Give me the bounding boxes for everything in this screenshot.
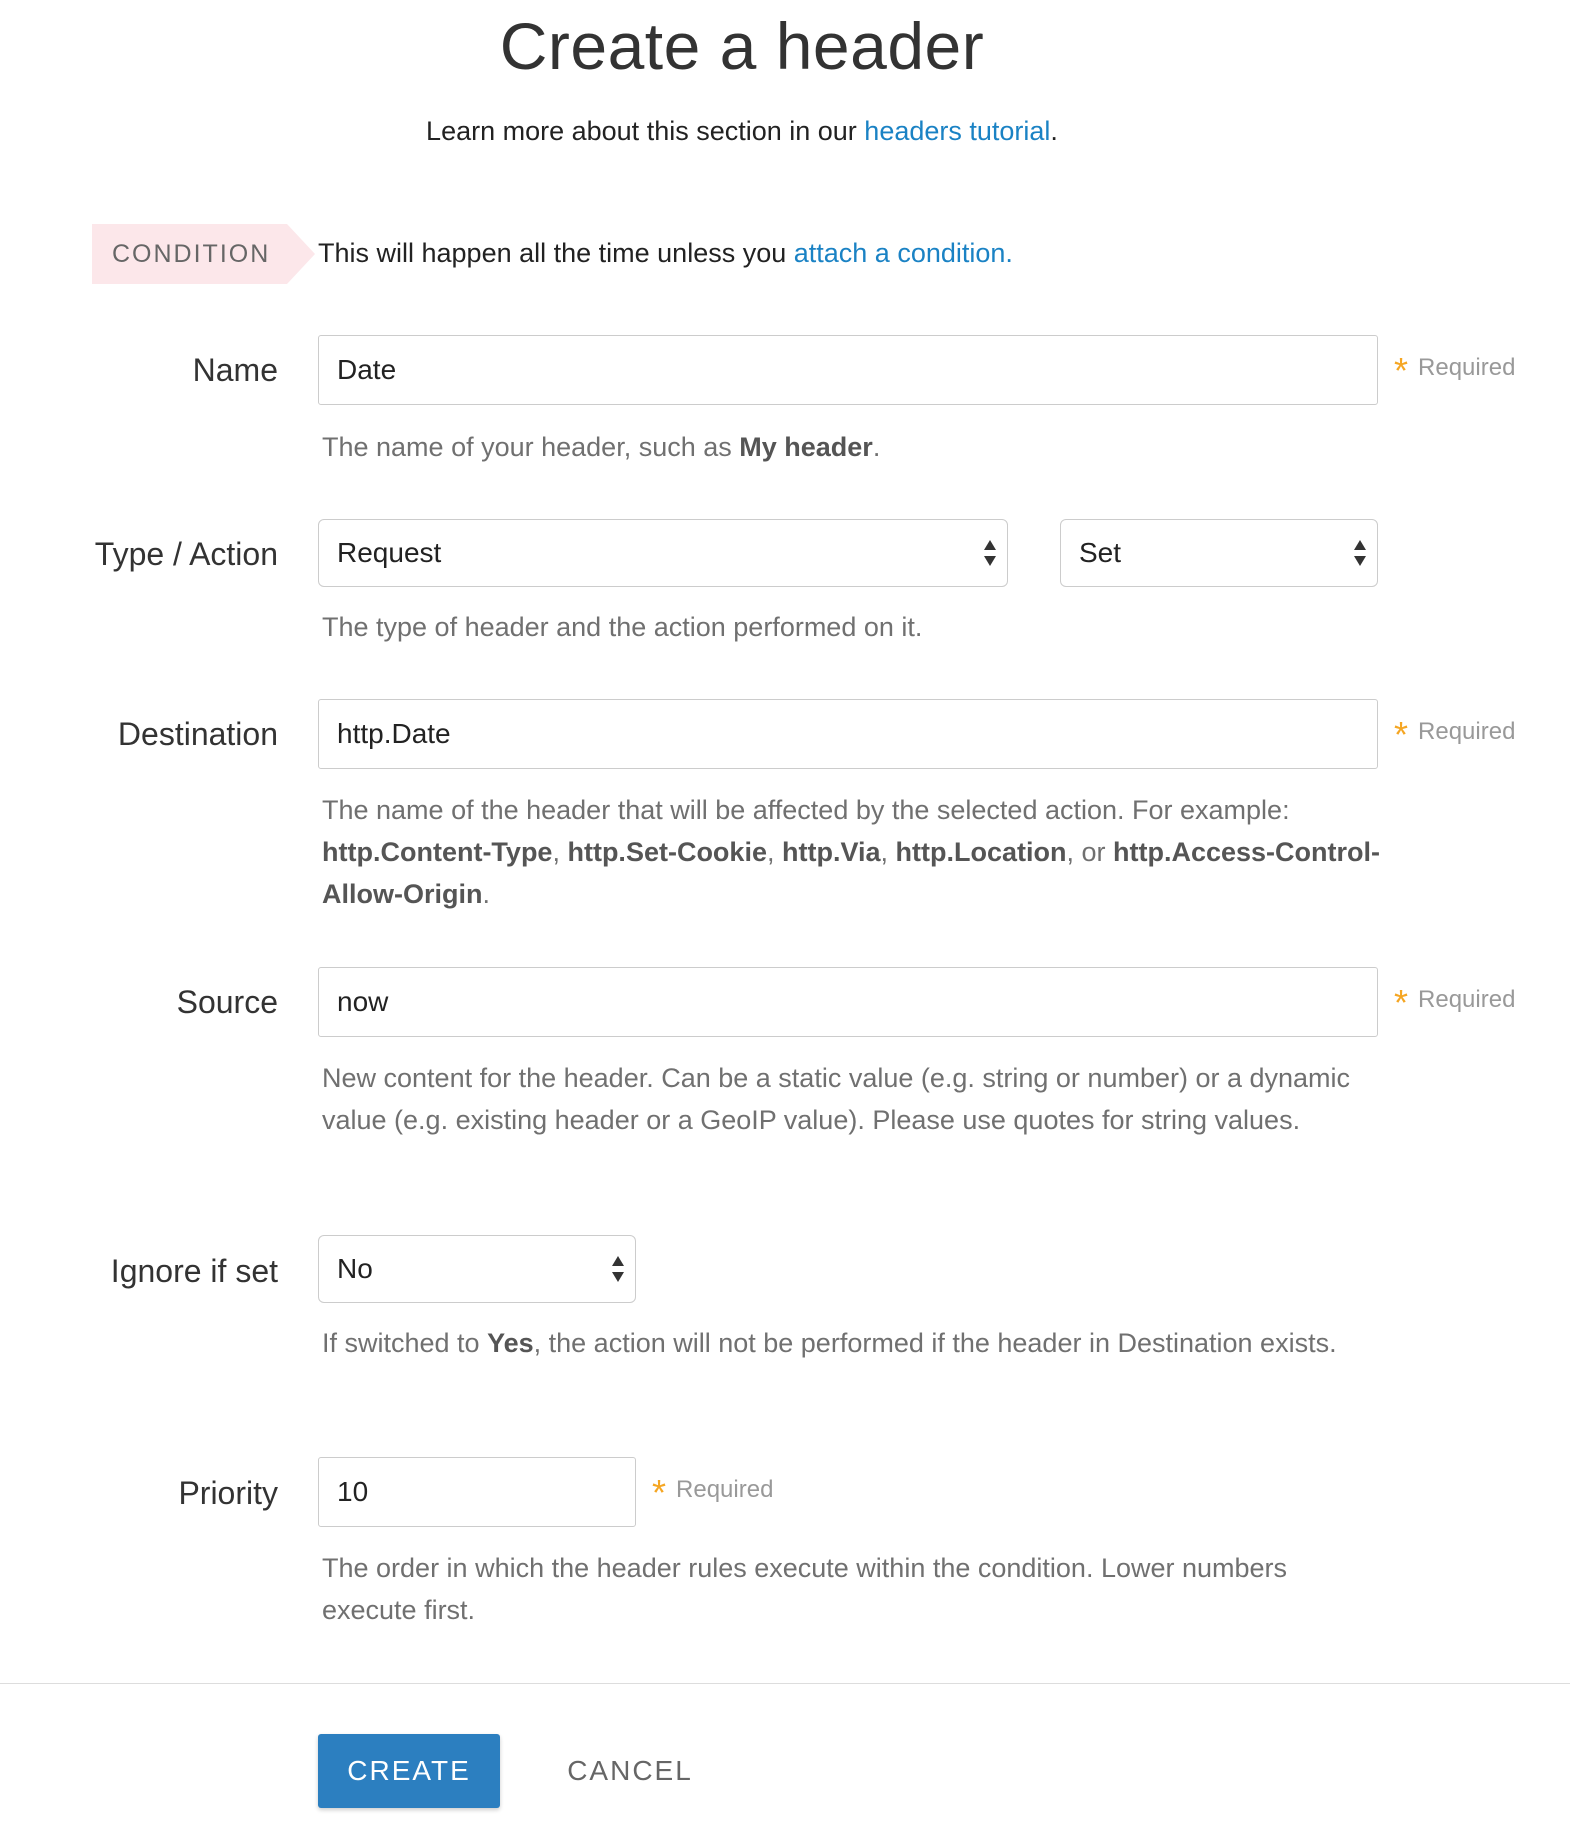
required-label: Required (676, 1476, 774, 1503)
destination-example: http.Set-Cookie (567, 837, 767, 867)
destination-example: http.Content-Type (322, 837, 553, 867)
type-select[interactable] (318, 519, 1008, 587)
ignore-help-suffix: , the action will not be performed if the header in Destination exists. (533, 1328, 1337, 1358)
ignore-if-set-label: Ignore if set (110, 1253, 278, 1289)
intro-prefix: Learn more about this section in our (426, 116, 865, 146)
ignore-if-set-value: No (337, 1253, 373, 1284)
select-arrows-icon (983, 538, 997, 568)
condition-text (318, 238, 1013, 269)
select-arrows-icon (611, 1254, 625, 1284)
name-help-suffix: . (872, 432, 881, 462)
required-star-icon: * (1394, 350, 1409, 391)
destination-example: http.Location (895, 837, 1067, 867)
page-title: Create a header (499, 9, 985, 83)
select-arrows-icon (1353, 538, 1367, 568)
source-required (1394, 982, 1515, 1024)
action-select-value: Set (1079, 537, 1122, 568)
required-label: Required (1418, 718, 1516, 745)
condition-tag: CONDITION (92, 224, 287, 284)
priority-help: The order in which the header rules execute within the condition. Lower numbers execute first. (322, 1553, 1288, 1625)
intro-suffix: . (1050, 116, 1058, 146)
action-select[interactable] (1060, 519, 1378, 587)
ignore-help-bold: Yes (487, 1328, 534, 1358)
source-input[interactable]: now (318, 967, 1378, 1037)
footer-divider (0, 1683, 1570, 1684)
destination-help-prefix: The name of the header that will be affected by the selected action. For example: (322, 795, 1290, 825)
destination-example: http.Via (781, 837, 881, 867)
type-select-value: Request (337, 537, 442, 568)
priority-label: Priority (178, 1475, 278, 1511)
name-help-prefix: The name of your header, such as (322, 432, 740, 462)
ignore-help-prefix: If switched to (322, 1328, 488, 1358)
destination-example: http.Access-Control-Allow-Origin (322, 837, 1381, 909)
type-action-label: Type / Action (94, 536, 278, 572)
required-star-icon: * (652, 1472, 667, 1513)
destination-sep: , (766, 837, 782, 867)
ignore-if-set-help (322, 1322, 1382, 1364)
required-label: Required (1418, 986, 1516, 1013)
create-button[interactable]: CREATE (318, 1734, 500, 1808)
name-required (1394, 350, 1515, 392)
destination-sep: , (552, 837, 568, 867)
required-label: Required (1418, 354, 1516, 381)
type-action-help: The type of header and the action performed on it. (322, 612, 923, 642)
source-label: Source (176, 984, 278, 1020)
intro-text (0, 116, 1484, 147)
destination-help (322, 789, 1382, 915)
name-help (322, 426, 1382, 468)
priority-required (652, 1472, 773, 1514)
ignore-if-set-select[interactable] (318, 1235, 636, 1303)
destination-sep: , (880, 837, 896, 867)
headers-tutorial-link[interactable]: headers tutorial (864, 116, 1051, 146)
priority-input[interactable]: 10 (318, 1457, 636, 1527)
condition-row (92, 224, 1492, 284)
cancel-button[interactable]: CANCEL (567, 1755, 693, 1786)
required-star-icon: * (1394, 982, 1409, 1023)
name-label: Name (192, 352, 278, 388)
required-star-icon: * (1394, 714, 1409, 755)
destination-input[interactable]: http.Date (318, 699, 1378, 769)
destination-sep: , or (1066, 837, 1113, 867)
name-input[interactable]: Date (318, 335, 1378, 405)
destination-help-suffix: . (482, 879, 490, 909)
condition-text-prefix: This will happen all the time unless you (318, 238, 794, 268)
name-help-example: My header (739, 432, 873, 462)
destination-label: Destination (117, 716, 278, 752)
destination-required (1394, 714, 1515, 756)
source-help: New content for the header. Can be a static value (e.g. string or number) or a dynamic value (e.g. existing header or a GeoIP value). Please use quotes for string values. (322, 1063, 1351, 1135)
attach-condition-link[interactable]: attach a condition. (793, 238, 1013, 268)
